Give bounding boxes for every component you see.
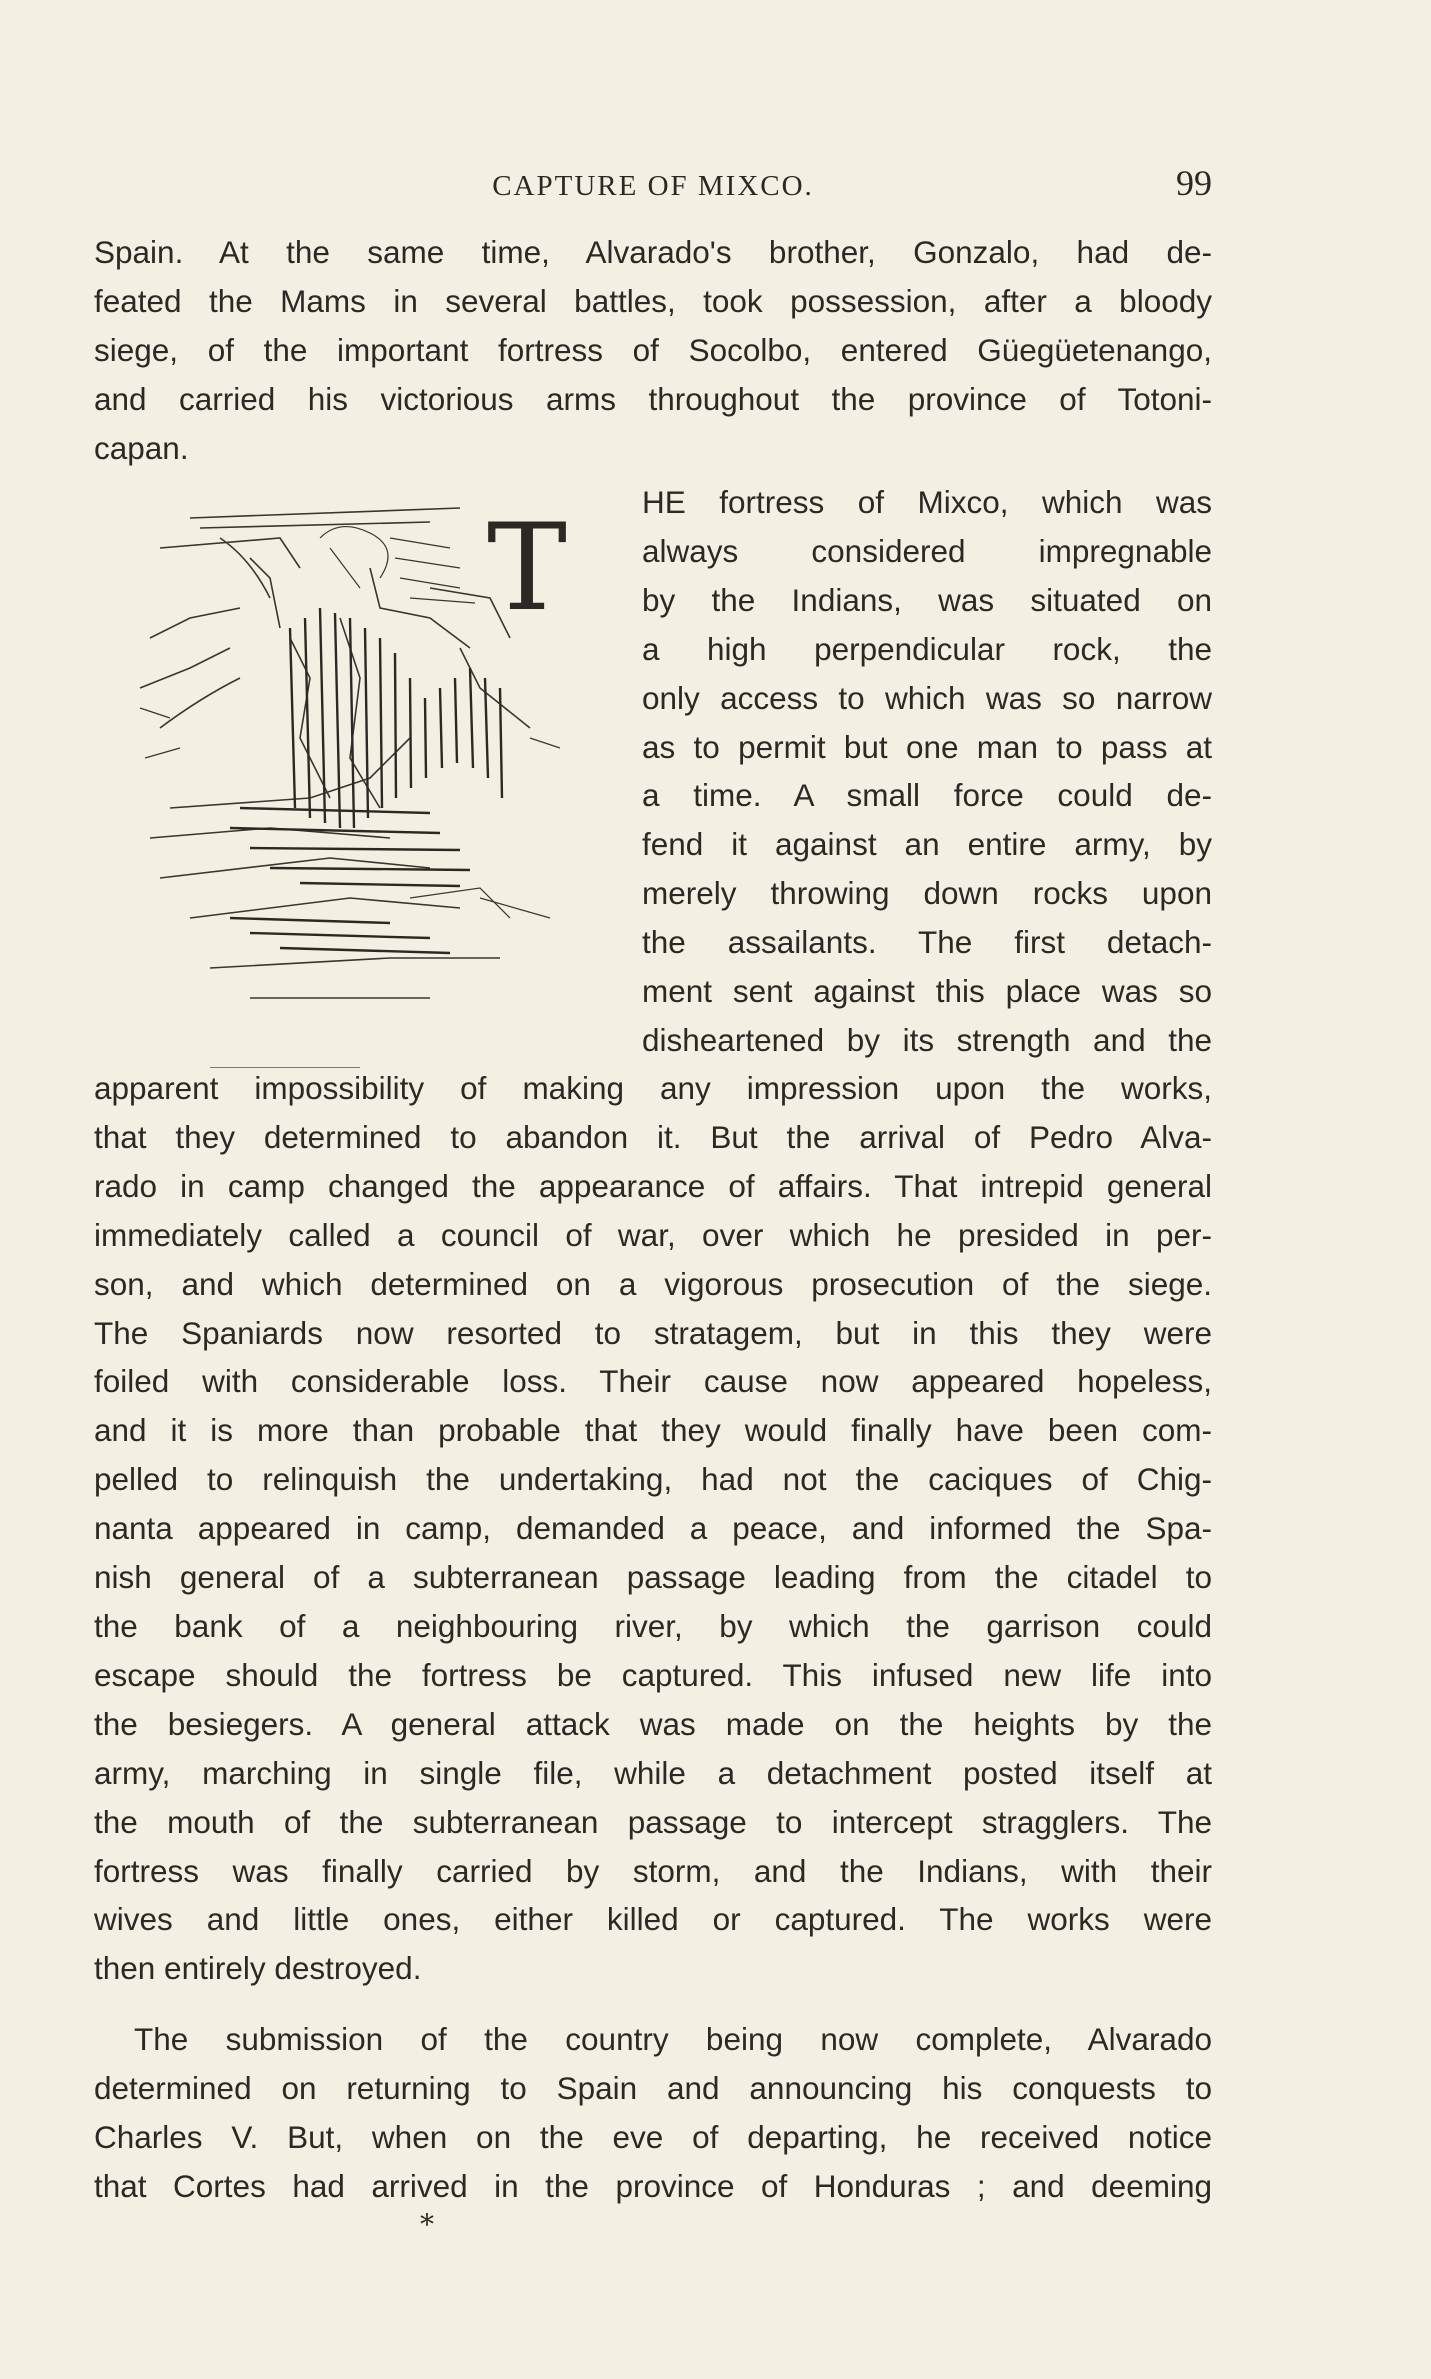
running-head: CAPTURE OF MIXCO.: [492, 170, 814, 202]
text-line: feated the Mams in several battles, took possession, after a bloody: [94, 282, 1212, 319]
text-line: nish general of a subterranean passage leading from the citadel to: [94, 1559, 1212, 1596]
text-line: disheartened by its strength and the: [642, 1021, 1212, 1058]
text-line: ment sent against this place was so: [642, 973, 1212, 1010]
text-line: by the Indians, was situated on: [642, 581, 1212, 618]
page-number: 99: [1176, 163, 1212, 203]
text-line: siege, of the important fortress of Socolbo, entered Güegüetenango,: [94, 331, 1212, 368]
text-line: that Cortes had arrived in the province of Honduras ; and deeming: [94, 2167, 1212, 2204]
page-header: [94, 162, 1212, 212]
text-line: HE fortress of Mixco, which was: [642, 484, 1212, 520]
text-line: immediately called a council of war, over which he presided in per-: [94, 1216, 1212, 1253]
text-line: capan.: [94, 429, 189, 466]
text-line: rado in camp changed the appearance of affairs. That intrepid general: [94, 1167, 1212, 1204]
drop-cap-letter: T: [486, 499, 568, 638]
text-line: the assailants. The first detach-: [642, 924, 1212, 961]
text-line: and it is more than probable that they would finally have been com-: [94, 1412, 1212, 1449]
text-line: escape should the fortress be captured. This infused new life into: [94, 1656, 1212, 1693]
text-line: wives and little ones, either killed or captured. The works were: [94, 1901, 1212, 1938]
text-line: determined on returning to Spain and announcing his conquests to: [94, 2069, 1212, 2106]
text-line: The Spaniards now resorted to stratagem, but in this they were: [94, 1314, 1212, 1351]
text-line: only access to which was so narrow: [642, 679, 1212, 716]
text-line: as to permit but one man to pass at: [642, 728, 1212, 765]
text-line: the bank of a neighbouring river, by which the garrison could: [94, 1607, 1212, 1644]
text-line: Spain. At the same time, Alvarado's brother, Gonzalo, had de-: [94, 234, 1212, 270]
text-line: nanta appeared in camp, demanded a peace, and informed the Spa-: [94, 1510, 1212, 1547]
paragraph-2-continued: [94, 1064, 1212, 1993]
text-line: foiled with considerable loss. Their cause now appeared hopeless,: [94, 1363, 1212, 1400]
signature-mark: *: [420, 2208, 434, 2241]
text-line: fortress was finally carried by storm, and the Indians, with their: [94, 1852, 1212, 1889]
text-line: merely throwing down rocks upon: [642, 875, 1212, 912]
paragraph-3: [94, 2015, 1212, 2211]
text-line: apparent impossibility of making any impression upon the works,: [94, 1070, 1212, 1106]
text-line: son, and which determined on a vigorous prosecution of the siege.: [94, 1265, 1212, 1302]
text-line: army, marching in single file, while a detachment posted itself at: [94, 1754, 1212, 1791]
text-line: fend it against an entire army, by: [642, 826, 1212, 863]
text-line: and carried his victorious arms throughout the province of Totoni-: [94, 380, 1212, 417]
text-line: a high perpendicular rock, the: [642, 630, 1212, 667]
text-line: a time. A small force could de-: [642, 777, 1212, 814]
text-line: then entirely destroyed.: [94, 1950, 422, 1987]
text-line: the besiegers. A general attack was made on the heights by the: [94, 1705, 1212, 1742]
text-line: the mouth of the subterranean passage to intercept stragglers. The: [94, 1803, 1212, 1840]
text-line: pelled to relinquish the undertaking, had not the caciques of Chig-: [94, 1461, 1212, 1498]
paragraph-1: [94, 228, 1212, 473]
text-line: The submission of the country being now complete, Alvarado: [134, 2021, 1212, 2057]
text-line: that they determined to abandon it. But the arrival of Pedro Alva-: [94, 1118, 1212, 1155]
text-line: Charles V. But, when on the eve of departing, he received notice: [94, 2118, 1212, 2155]
text-line: always considered impregnable: [642, 532, 1212, 569]
paragraph-2-wrapped: [642, 478, 1212, 1065]
